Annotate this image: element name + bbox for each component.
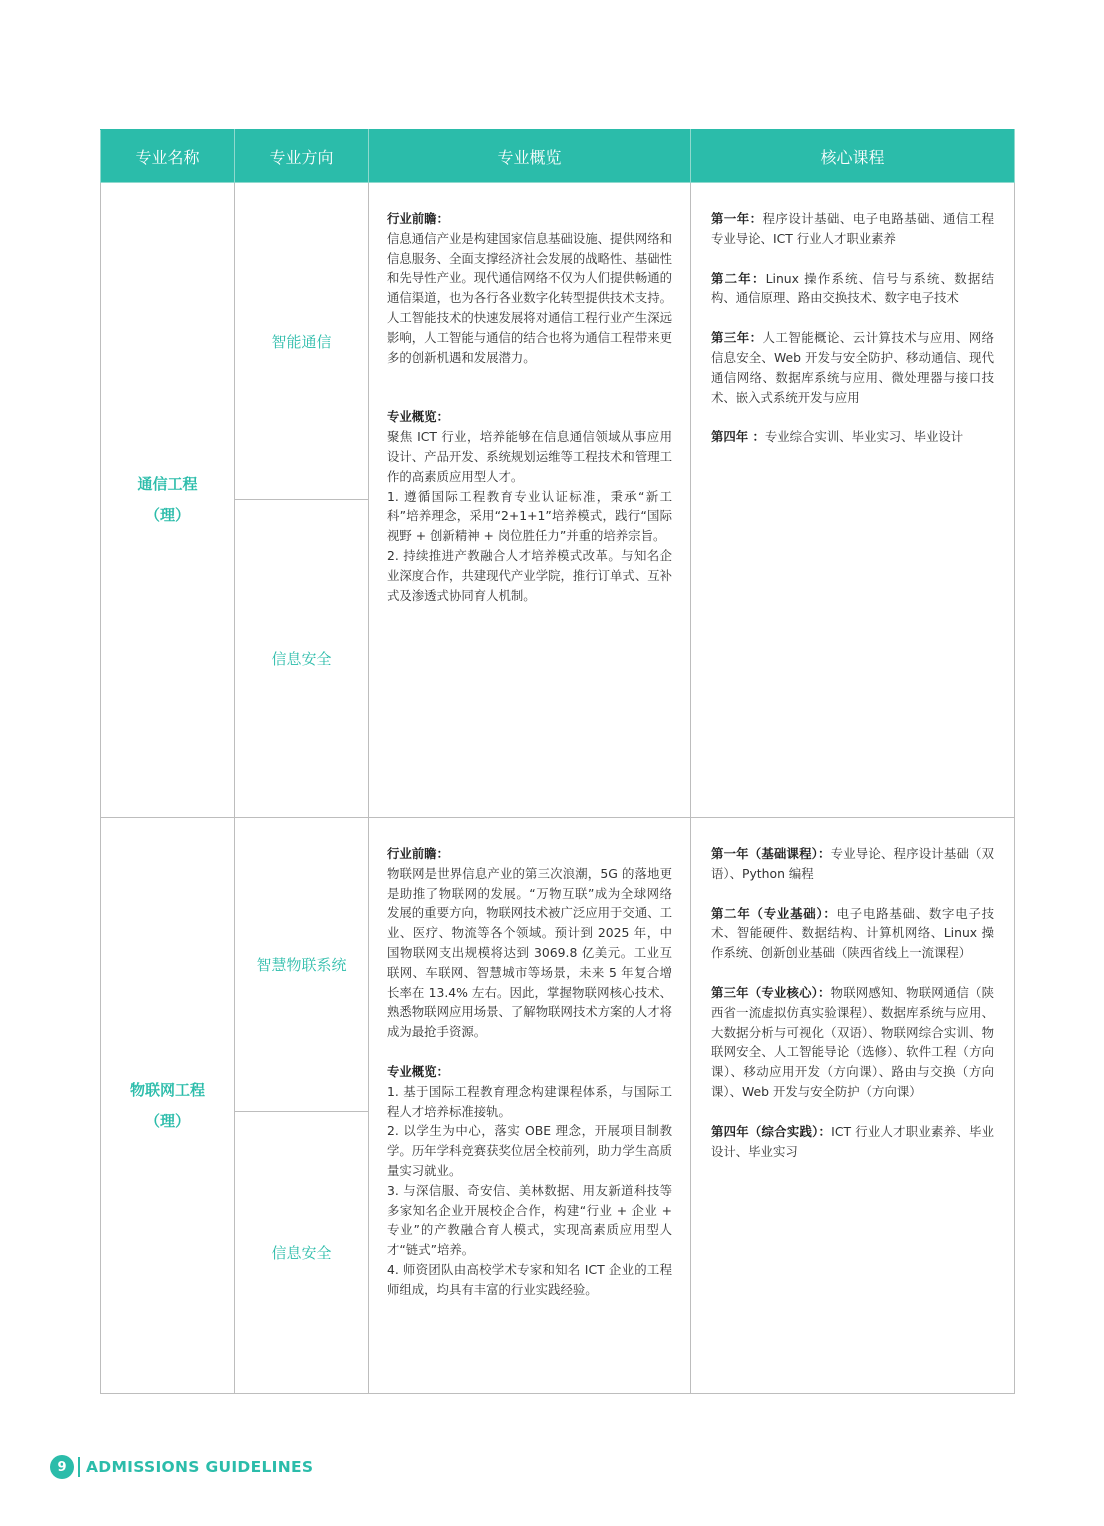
overview-paragraph: 2. 以学生为中心，落实 OBE 理念，开展项目制教学。历年学科竞赛获奖位居全校前列，助力学生高质量实习就业。 xyxy=(387,1123,672,1178)
course-year: 第四年 ：专业综合实训、毕业实习、毕业设计 xyxy=(711,429,964,445)
major-name: 通信工程 xyxy=(137,475,198,493)
course-year: 第二年：Linux 操作系统、信号与系统、数据结构、通信原理、路由交换技术、数字电子技术 xyxy=(711,270,994,306)
major-cell xyxy=(101,818,235,1394)
overview-title: 专业概览： xyxy=(387,1063,449,1079)
header-direction: 专业方向 xyxy=(235,130,369,183)
course-year: 第一年：程序设计基础、电子电路基础、通信工程专业导论、ICT 行业人才职业素养 xyxy=(711,211,995,246)
overview-paragraph: 4. 师资团队由高校学术专家和知名 ICT 企业的工程师组成，均具有丰富的行业实践经验。 xyxy=(387,1261,672,1297)
direction-cell xyxy=(235,818,369,1394)
overview-paragraph: 3. 与深信服、奇安信、美林数据、用友新道科技等多家知名企业开展校企合作，构建“行业 + 企业 + 专业”的产教融合育人模式，实现高素质应用型人才“链式”培养。 xyxy=(387,1182,672,1258)
major-cell xyxy=(101,183,235,818)
direction-item: 信息安全 xyxy=(235,499,368,817)
direction-item: 信息安全 xyxy=(235,1111,368,1393)
header-core-courses: 核心课程 xyxy=(691,130,1015,183)
overview-paragraph: 1. 遵循国际工程教育专业认证标准，秉承“新工科”培养理念，采用“2+1+1”培养模式，践行“国际视野 + 创新精神 + 岗位胜任力”并重的培养宗旨。 xyxy=(387,488,672,544)
industry-title: 行业前瞻： xyxy=(387,211,449,226)
majors-table xyxy=(100,129,1015,1394)
header-overview: 专业概览 xyxy=(369,130,691,183)
overview-paragraph: 2. 持续推进产教融合人才培养模式改革。与知名企业深度合作，共建现代产业学院，推行订单式、互补式及渗透式协同育人机制。 xyxy=(387,547,672,603)
table-row xyxy=(101,818,1015,1394)
courses-cell xyxy=(691,818,1015,1394)
table-header-row xyxy=(101,130,1015,183)
page-number-badge: 9 xyxy=(50,1455,74,1479)
direction-item: 智能通信 xyxy=(271,332,332,351)
course-year: 第三年：人工智能概论、云计算技术与应用、网络信息安全、Web 开发与安全防护、移动通信、现代通信网络、数据库系统与应用、微处理器与接口技术、嵌入式系统开发与应用 xyxy=(711,330,995,405)
major-category: （理） xyxy=(144,1111,190,1130)
course-year: 第三年（专业核心）：物联网感知、物联网通信（陕西省一流虚拟仿真实验课程）、数据库系统与应用、大数据分析与可视化（双语）、物联网综合实训、物联网安全、人工智能导论（选修）、软件工程（方向课）、移动应用开发（方向课）、路由与交换（方向课）、Web 开发与安全防护（方向课） xyxy=(711,984,994,1099)
footer-title: ADMISSIONS GUIDELINES xyxy=(86,1458,314,1476)
major-name: 物联网工程 xyxy=(129,1080,205,1099)
overview-title: 专业概览： xyxy=(387,409,449,425)
overview-cell xyxy=(369,183,691,818)
overview-paragraph: 1. 基于国际工程教育理念构建课程体系，与国际工程人才培养标准接轨。 xyxy=(387,1083,672,1119)
page-footer xyxy=(50,1454,313,1480)
courses-cell xyxy=(691,183,1015,818)
direction-item: 智慧物联系统 xyxy=(256,956,347,974)
header-major-name: 专业名称 xyxy=(101,130,235,183)
direction-cell xyxy=(235,183,369,818)
footer-divider xyxy=(78,1457,80,1477)
industry-title: 行业前瞻： xyxy=(387,846,449,861)
industry-text: 物联网是世界信息产业的第三次浪潮，5G 的落地更是助推了物联网的发展。“万物互联”成为全球网络发展的重要方向，物联网技术被广泛应用于交通、工业、医疗、物流等各个领域。预计到 2025 年，中国物联网支出规模将达到 3069.8 亿美元。工业互联网、车联网、智慧城市等场景，未来 5 年复合增长率在 13.4% 左右。因此，掌握物联网核心技术、熟悉物联网应用场景、了解物联网技术方案的人才将成为最抢手资源。 xyxy=(387,865,672,1040)
overview-paragraph: 聚焦 ICT 行业，培养能够在信息通信领域从事应用设计、产品开发、系统规划运维等工程技术和管理工作的高素质应用型人才。 xyxy=(387,429,672,484)
overview-cell xyxy=(369,818,691,1394)
course-year: 第一年（基础课程）：专业导论、程序设计基础（双语）、Python 编程 xyxy=(711,846,994,881)
course-year: 第二年（专业基础）：电子电路基础、数字电子技术、智能硬件、数据结构、计算机网络、Linux 操作系统、创新创业基础（陕西省线上一流课程） xyxy=(711,905,994,961)
major-category: （理） xyxy=(144,506,190,524)
course-year: 第四年（综合实践）：ICT 行业人才职业素养、毕业设计、毕业实习 xyxy=(711,1123,994,1159)
industry-text: 信息通信产业是构建国家信息基础设施、提供网络和信息服务、全面支撑经济社会发展的战略性、基础性和先导性产业。现代通信网络不仅为人们提供畅通的通信渠道，也为各行各业数字化转型提供技术支持。人工智能技术的快速发展将对通信工程行业产生深远影响，人工智能与通信的结合也将为通信工程带来更多的创新机遇和发展潜力。 xyxy=(387,230,672,365)
table-row xyxy=(101,183,1015,818)
